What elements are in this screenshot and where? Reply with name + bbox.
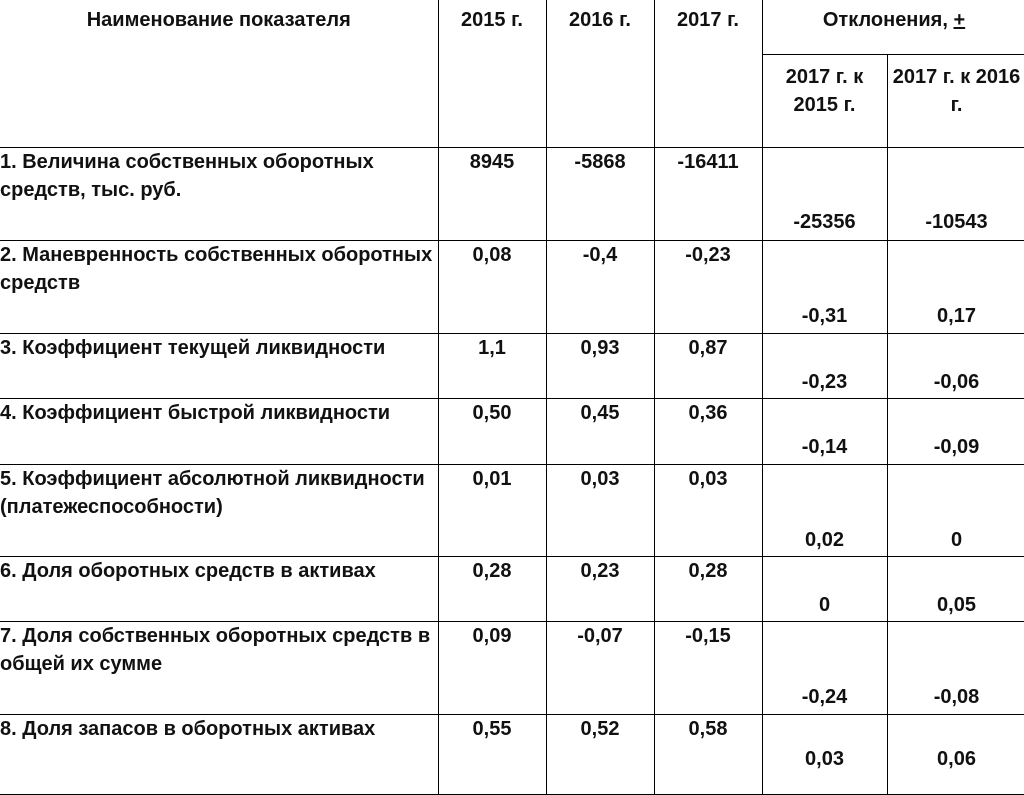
value-2015: 0,50	[438, 398, 546, 464]
header-year-2016: 2016 г.	[546, 0, 654, 147]
value-2017: -0,15	[654, 621, 762, 714]
value-2015: 0,28	[438, 556, 546, 621]
header-dev-2017-vs-2015: 2017 г. к 2015 г.	[762, 54, 887, 147]
value-2016: 0,45	[546, 398, 654, 464]
table-row	[0, 714, 1024, 794]
indicator-name: 2. Маневренность собственных оборотных средств	[0, 240, 438, 333]
table-row	[0, 333, 1024, 398]
value-2017: -16411	[654, 147, 762, 240]
value-2016: -0,07	[546, 621, 654, 714]
table-row	[0, 621, 1024, 714]
value-2016: -5868	[546, 147, 654, 240]
deviation-vs-2016: 0,06	[887, 714, 1024, 794]
indicator-name: 6. Доля оборотных средств в активах	[0, 556, 438, 621]
value-2017: 0,87	[654, 333, 762, 398]
value-2017: 0,58	[654, 714, 762, 794]
value-2015: 1,1	[438, 333, 546, 398]
indicator-name: 1. Величина собственных оборотных средств, тыс. руб.	[0, 147, 438, 240]
value-2016: 0,23	[546, 556, 654, 621]
deviation-vs-2016: -0,06	[887, 333, 1024, 398]
table-row	[0, 398, 1024, 464]
deviation-vs-2015: 0	[762, 556, 887, 621]
value-2016: 0,03	[546, 464, 654, 556]
indicator-name: 7. Доля собственных оборотных средств в общей их сумме	[0, 621, 438, 714]
indicator-name: 5. Коэффициент абсолютной ликвидности (платежеспособности)	[0, 464, 438, 556]
deviation-label: Отклонения,	[822, 9, 948, 31]
table-row	[0, 556, 1024, 621]
deviation-vs-2015: -0,31	[762, 240, 887, 333]
deviation-vs-2015: -0,23	[762, 333, 887, 398]
header-deviation	[762, 0, 1024, 54]
value-2016: 0,52	[546, 714, 654, 794]
table-row	[0, 464, 1024, 556]
deviation-sign: +	[953, 9, 966, 31]
header-indicator: Наименование показателя	[0, 0, 438, 147]
deviation-vs-2015: -25356	[762, 147, 887, 240]
value-2015: 0,09	[438, 621, 546, 714]
indicator-name: 4. Коэффициент быстрой ликвидности	[0, 398, 438, 464]
deviation-vs-2015: 0,03	[762, 714, 887, 794]
value-2017: 0,36	[654, 398, 762, 464]
value-2015: 0,55	[438, 714, 546, 794]
header-year-2017: 2017 г.	[654, 0, 762, 147]
value-2016: 0,93	[546, 333, 654, 398]
value-2015: 0,08	[438, 240, 546, 333]
indicator-name: 8. Доля запасов в оборотных активах	[0, 714, 438, 794]
table-row	[0, 240, 1024, 333]
value-2016: -0,4	[546, 240, 654, 333]
value-2017: -0,23	[654, 240, 762, 333]
deviation-vs-2016: 0,05	[887, 556, 1024, 621]
deviation-vs-2015: -0,14	[762, 398, 887, 464]
value-2017: 0,03	[654, 464, 762, 556]
header-dev-2017-vs-2016: 2017 г. к 2016 г.	[887, 54, 1024, 147]
header-year-2015: 2015 г.	[438, 0, 546, 147]
deviation-vs-2015: -0,24	[762, 621, 887, 714]
value-2015: 8945	[438, 147, 546, 240]
value-2015: 0,01	[438, 464, 546, 556]
indicator-name: 3. Коэффициент текущей ликвидности	[0, 333, 438, 398]
deviation-vs-2016: -0,08	[887, 621, 1024, 714]
value-2017: 0,28	[654, 556, 762, 621]
deviation-vs-2016: 0	[887, 464, 1024, 556]
deviation-vs-2016: -10543	[887, 147, 1024, 240]
deviation-vs-2016: -0,09	[887, 398, 1024, 464]
deviation-vs-2016: 0,17	[887, 240, 1024, 333]
table-row	[0, 147, 1024, 240]
deviation-vs-2015: 0,02	[762, 464, 887, 556]
